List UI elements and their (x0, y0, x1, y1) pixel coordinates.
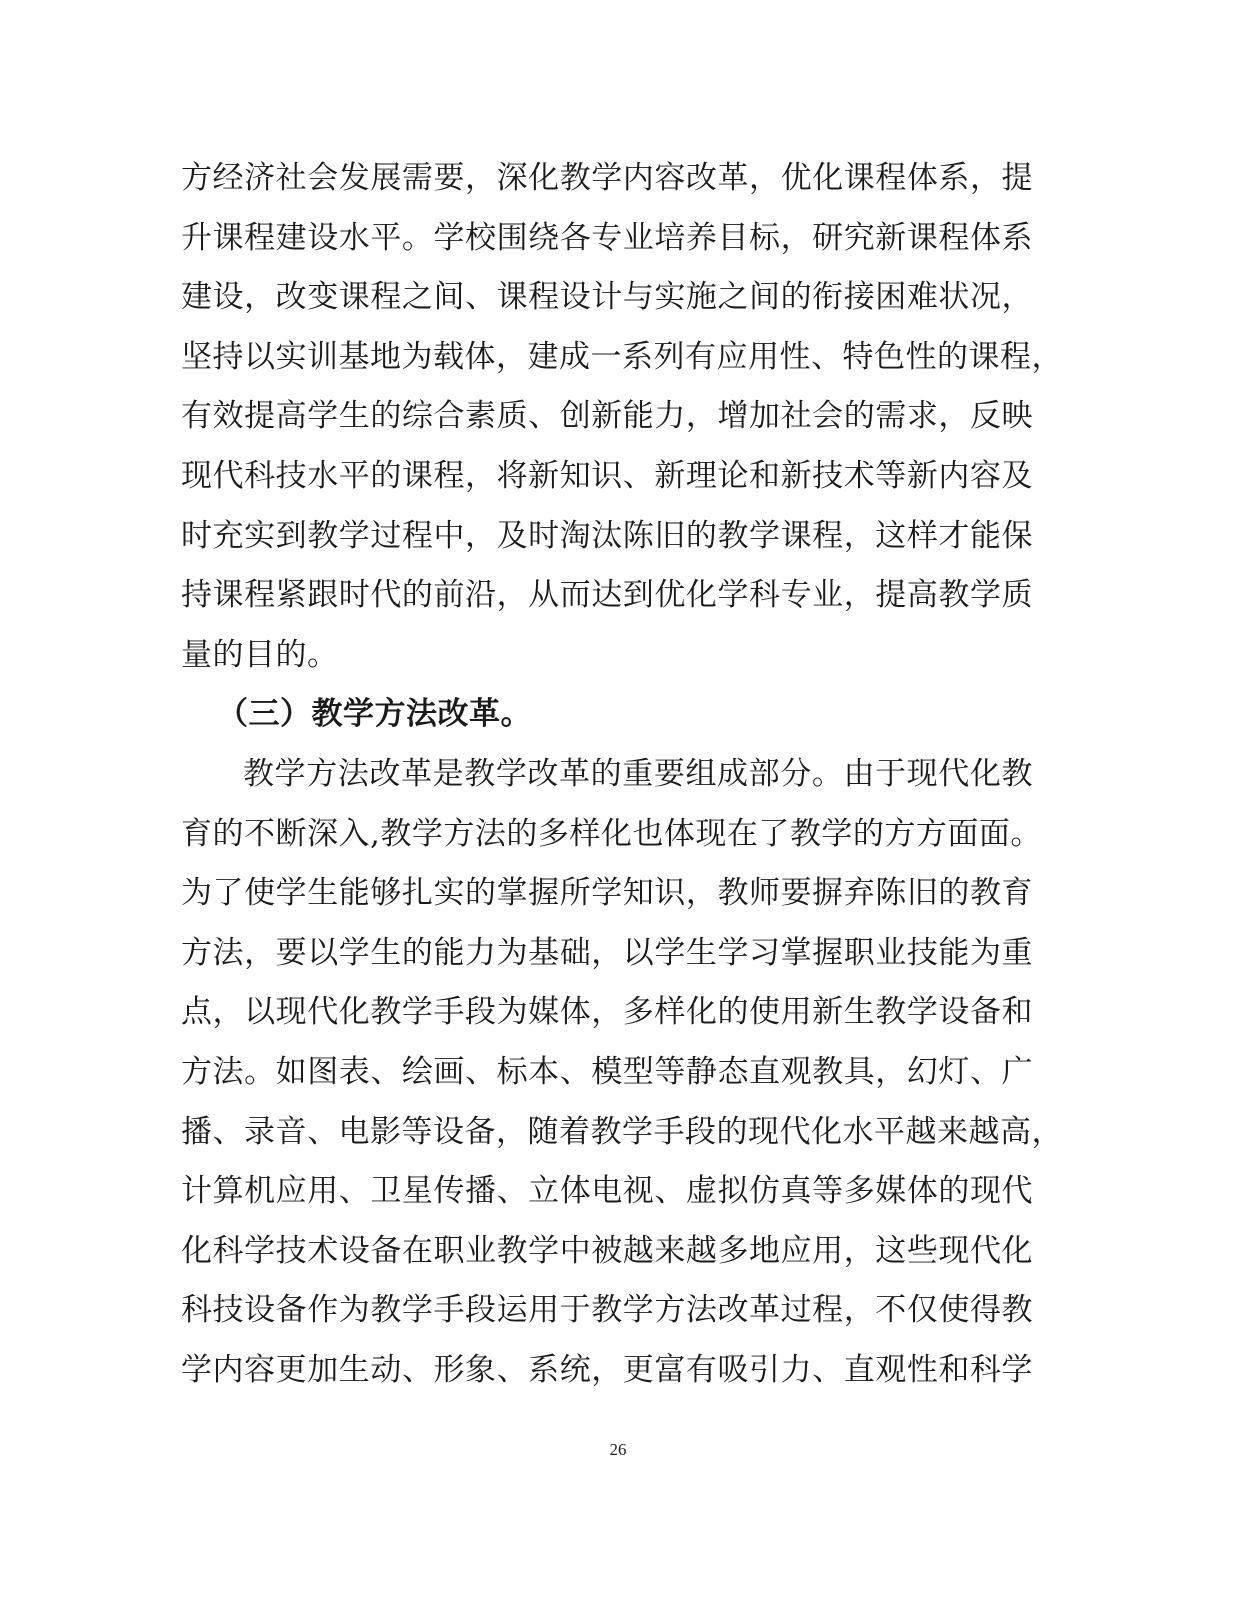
text-line: 科技设备作为教学手段运用于教学方法改革过程，不仅使得教 (181, 1292, 1033, 1329)
text-line: 量的目的。 (181, 636, 339, 673)
text-line: 方法。如图表、绘画、标本、模型等静态直观教具，幻灯、广 (181, 1053, 1033, 1090)
text-line: 学内容更加生动、形象、系统，更富有吸引力、直观性和科学 (181, 1351, 1033, 1388)
text-line: 教学方法改革是教学改革的重要组成部分。由于现代化教 (243, 755, 1033, 792)
text-line: 点，以现代化教学手段为媒体，多样化的使用新生教学设备和 (181, 994, 1033, 1031)
text-line: 坚持以实训基地为载体，建成一系列有应用性、特色性的课程， (181, 338, 1063, 375)
paragraph-content-reform (181, 149, 1063, 1400)
text-line: 为了使学生能够扎实的掌握所学知识，教师要摒弃陈旧的教育 (181, 875, 1033, 912)
text-line: 播、录音、电影等设备，随着教学手段的现代化水平越来越高， (181, 1113, 1063, 1150)
text-line: 方经济社会发展需要，深化教学内容改革，优化课程体系，提 (181, 160, 1033, 196)
text-line: 现代科技水平的课程，将新知识、新理论和新技术等新内容及 (181, 457, 1033, 494)
text-line: 计算机应用、卫星传播、立体电视、虚拟仿真等多媒体的现代 (181, 1173, 1033, 1210)
text-line: 有效提高学生的综合素质、创新能力，增加社会的需求，反映 (181, 398, 1033, 435)
text-line: 育的不断深入,教学方法的多样化也体现在了教学的方方面面。 (181, 815, 1042, 852)
text-line: 方法，要以学生的能力为基础，以学生学习掌握职业技能为重 (181, 934, 1033, 971)
text-line: 时充实到教学过程中，及时淘汰陈旧的教学课程，这样才能保 (181, 517, 1033, 554)
text-line: 持课程紧跟时代的前沿，从而达到优化学科专业，提高教学质 (181, 577, 1033, 614)
text-line: 建设，改变课程之间、课程设计与实施之间的衔接困难状况， (181, 279, 1033, 316)
page-number: 26 (609, 1440, 627, 1459)
text-line: 升课程建设水平。学校围绕各专业培养目标，研究新课程体系 (181, 219, 1033, 256)
text-line: 化科学技术设备在职业教学中被越来越多地应用，这些现代化 (181, 1232, 1033, 1269)
section-heading: （三）教学方法改革。 (217, 696, 532, 733)
